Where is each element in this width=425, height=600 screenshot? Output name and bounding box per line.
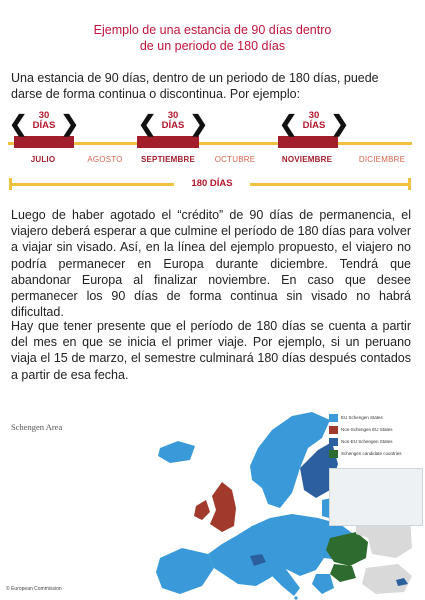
legend-item [329, 438, 424, 449]
chevron-right-icon: ❯ [60, 111, 79, 136]
legend-item [329, 414, 424, 425]
title-line-2: de un periodo de 180 días [139, 39, 286, 53]
legend-item [329, 426, 424, 437]
map-credit: © European Commission [6, 586, 62, 592]
map-legend [329, 414, 424, 462]
timeline-segment-2 [137, 136, 199, 148]
period-start-paragraph: Hay que tener presente que el período de 180 días se cuenta a partir del mes en que se inicia el primer viaje. Por ejemplo, si un peruano viaja el 15 de marzo, el semestre culminará 180 días después contados a partir de esa fecha. [11, 319, 411, 382]
segment-label-group-3 [279, 108, 349, 136]
chevron-right-icon: ❯ [189, 111, 208, 136]
segment-days-unit: DÍAS [32, 120, 56, 131]
map-title: Schengen Area [11, 422, 63, 432]
stay-timeline [0, 105, 425, 200]
month-label-november: NOVIEMBRE [281, 155, 333, 164]
legend-swatch [329, 414, 338, 422]
month-label-september: SEPTIEMBRE [140, 155, 195, 164]
total-span-label: 180 DÍAS [174, 177, 250, 191]
month-label-august: AGOSTO [87, 155, 123, 164]
segment-days-unit: DÍAS [302, 120, 326, 131]
segment-days-number: 30 [167, 110, 179, 121]
legend-label: Non-Schengen EU States [341, 427, 393, 432]
map-inset [329, 468, 423, 526]
span-cap-left [9, 178, 12, 190]
legend-label: Non-EU Schengen States [341, 439, 393, 444]
legend-label: EU Schengen States [341, 415, 383, 420]
chevron-right-icon: ❯ [330, 111, 349, 136]
legend-swatch [329, 450, 338, 458]
month-label-july: JULIO [30, 155, 56, 164]
intro-paragraph: Una estancia de 90 días, dentro de un periodo de 180 días, puede darse de forma continua o discontinua. Por ejemplo: [11, 71, 379, 102]
document-title [0, 22, 425, 54]
chevron-left-icon: ❮ [9, 111, 28, 136]
segment-label-group-2 [138, 108, 208, 136]
month-label-december: DICIEMBRE [358, 155, 406, 164]
timeline-segment-3 [278, 136, 338, 148]
timeline-segment-1 [14, 136, 74, 148]
segment-days-number: 30 [308, 110, 320, 121]
segment-days-unit: DÍAS [161, 120, 185, 131]
schengen-map-figure [0, 408, 425, 600]
legend-swatch [329, 426, 338, 434]
credit-explanation-paragraph: Luego de haber agotado el “crédito” de 90 días de permanencia, el viajero deberá esperar a que culmine el período de 180 días para volver a viajar sin visado. Así, en la línea del ejemplo propuesto, el viajero no podría permanecer en Europa durante diciembre. Tendrá que abandonar Europa al finalizar noviembre. En caso que desee permanecer los 90 días de forma continua sin visado no habrá dificultad. [11, 208, 411, 320]
legend-item [329, 450, 424, 461]
chevron-left-icon: ❮ [138, 111, 157, 136]
segment-label-group-1 [9, 108, 79, 136]
title-line-1: Ejemplo de una estancia de 90 días dentro [93, 23, 332, 37]
legend-label: Schengen candidate countries [341, 451, 402, 456]
legend-swatch [329, 438, 338, 446]
chevron-left-icon: ❮ [279, 111, 298, 136]
segment-days-number: 30 [38, 110, 50, 121]
month-label-october: OCTUBRE [214, 155, 256, 164]
span-cap-right [408, 178, 411, 190]
